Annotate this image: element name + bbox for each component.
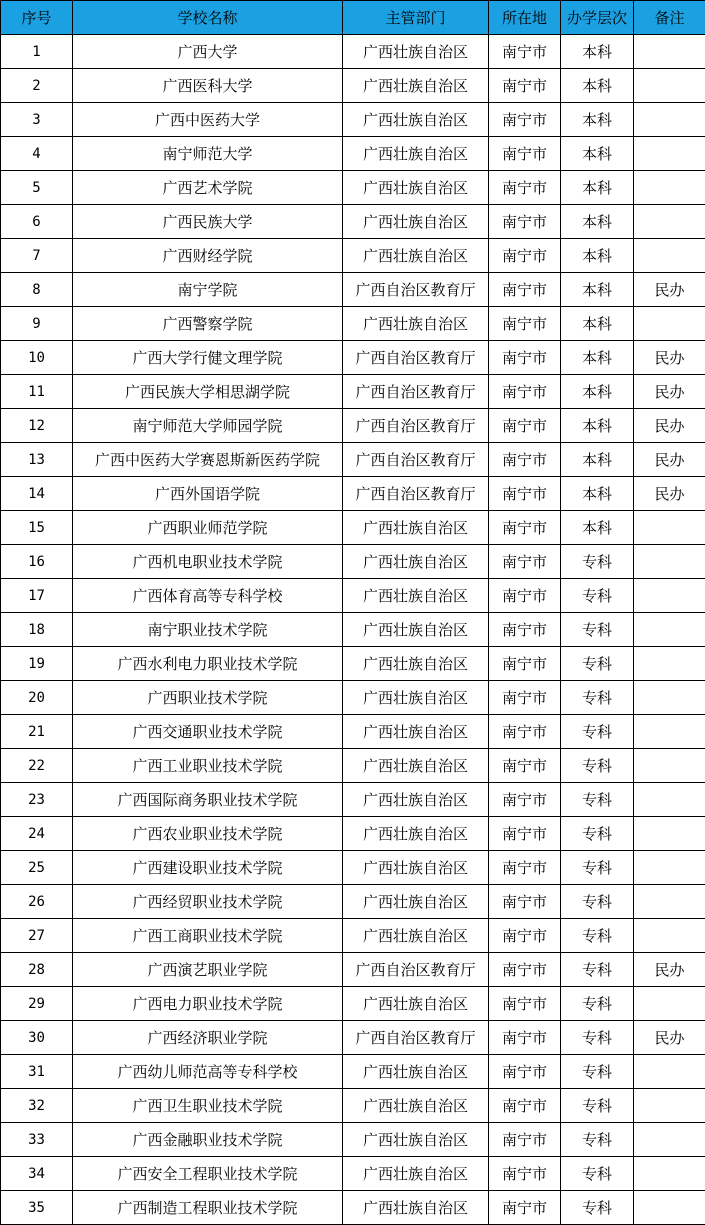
cell-level: 本科 bbox=[561, 477, 634, 511]
cell-level: 专科 bbox=[561, 681, 634, 715]
table-row bbox=[1, 647, 705, 681]
cell-department: 广西自治区教育厅 bbox=[343, 477, 489, 511]
cell-index: 5 bbox=[1, 171, 73, 205]
table-row bbox=[1, 783, 705, 817]
cell-location: 南宁市 bbox=[489, 783, 561, 817]
cell-school-name: 广西国际商务职业技术学院 bbox=[73, 783, 343, 817]
cell-department: 广西壮族自治区 bbox=[343, 511, 489, 545]
cell-school-name: 广西建设职业技术学院 bbox=[73, 851, 343, 885]
cell-location: 南宁市 bbox=[489, 545, 561, 579]
cell-school-name: 广西农业职业技术学院 bbox=[73, 817, 343, 851]
cell-level: 本科 bbox=[561, 69, 634, 103]
cell-index: 11 bbox=[1, 375, 73, 409]
cell-index: 20 bbox=[1, 681, 73, 715]
table-row bbox=[1, 171, 705, 205]
cell-level: 本科 bbox=[561, 511, 634, 545]
cell-notes bbox=[634, 613, 705, 647]
header-notes: 备注 bbox=[634, 1, 705, 35]
cell-location: 南宁市 bbox=[489, 477, 561, 511]
table-body bbox=[1, 35, 705, 1225]
table-row bbox=[1, 749, 705, 783]
cell-notes bbox=[634, 205, 705, 239]
cell-index: 25 bbox=[1, 851, 73, 885]
header-school-name: 学校名称 bbox=[73, 1, 343, 35]
cell-index: 6 bbox=[1, 205, 73, 239]
cell-notes bbox=[634, 69, 705, 103]
cell-location: 南宁市 bbox=[489, 953, 561, 987]
cell-level: 专科 bbox=[561, 579, 634, 613]
cell-department: 广西壮族自治区 bbox=[343, 307, 489, 341]
cell-school-name: 广西制造工程职业技术学院 bbox=[73, 1191, 343, 1225]
cell-notes bbox=[634, 307, 705, 341]
table-row bbox=[1, 545, 705, 579]
cell-department: 广西壮族自治区 bbox=[343, 851, 489, 885]
cell-department: 广西壮族自治区 bbox=[343, 1123, 489, 1157]
cell-department: 广西壮族自治区 bbox=[343, 1157, 489, 1191]
cell-school-name: 广西经济职业学院 bbox=[73, 1021, 343, 1055]
cell-school-name: 广西体育高等专科学校 bbox=[73, 579, 343, 613]
cell-notes bbox=[634, 35, 705, 69]
cell-school-name: 南宁师范大学师园学院 bbox=[73, 409, 343, 443]
cell-location: 南宁市 bbox=[489, 103, 561, 137]
cell-school-name: 广西电力职业技术学院 bbox=[73, 987, 343, 1021]
cell-index: 8 bbox=[1, 273, 73, 307]
cell-level: 本科 bbox=[561, 443, 634, 477]
cell-department: 广西壮族自治区 bbox=[343, 579, 489, 613]
cell-notes bbox=[634, 919, 705, 953]
cell-location: 南宁市 bbox=[489, 273, 561, 307]
cell-department: 广西自治区教育厅 bbox=[343, 1021, 489, 1055]
cell-school-name: 广西警察学院 bbox=[73, 307, 343, 341]
cell-department: 广西壮族自治区 bbox=[343, 681, 489, 715]
cell-department: 广西壮族自治区 bbox=[343, 239, 489, 273]
cell-location: 南宁市 bbox=[489, 817, 561, 851]
table-row bbox=[1, 919, 705, 953]
cell-level: 本科 bbox=[561, 239, 634, 273]
cell-notes bbox=[634, 647, 705, 681]
table-row bbox=[1, 273, 705, 307]
table-row bbox=[1, 443, 705, 477]
cell-notes bbox=[634, 1157, 705, 1191]
cell-notes bbox=[634, 715, 705, 749]
cell-school-name: 广西职业师范学院 bbox=[73, 511, 343, 545]
cell-notes bbox=[634, 681, 705, 715]
cell-index: 35 bbox=[1, 1191, 73, 1225]
cell-school-name: 广西中医药大学赛恩斯新医药学院 bbox=[73, 443, 343, 477]
table-row bbox=[1, 477, 705, 511]
cell-department: 广西自治区教育厅 bbox=[343, 953, 489, 987]
cell-level: 专科 bbox=[561, 953, 634, 987]
cell-level: 专科 bbox=[561, 647, 634, 681]
table-row bbox=[1, 1191, 705, 1225]
cell-index: 14 bbox=[1, 477, 73, 511]
cell-level: 专科 bbox=[561, 919, 634, 953]
cell-level: 本科 bbox=[561, 307, 634, 341]
cell-department: 广西壮族自治区 bbox=[343, 783, 489, 817]
cell-location: 南宁市 bbox=[489, 307, 561, 341]
cell-school-name: 广西医科大学 bbox=[73, 69, 343, 103]
table-row bbox=[1, 1021, 705, 1055]
table-row bbox=[1, 1123, 705, 1157]
cell-department: 广西壮族自治区 bbox=[343, 647, 489, 681]
cell-level: 专科 bbox=[561, 715, 634, 749]
cell-school-name: 广西中医药大学 bbox=[73, 103, 343, 137]
cell-location: 南宁市 bbox=[489, 647, 561, 681]
cell-index: 4 bbox=[1, 137, 73, 171]
cell-notes bbox=[634, 545, 705, 579]
header-row bbox=[1, 1, 705, 35]
cell-location: 南宁市 bbox=[489, 1021, 561, 1055]
cell-index: 3 bbox=[1, 103, 73, 137]
header-level: 办学层次 bbox=[561, 1, 634, 35]
cell-notes bbox=[634, 817, 705, 851]
table-row bbox=[1, 409, 705, 443]
table-row bbox=[1, 375, 705, 409]
cell-location: 南宁市 bbox=[489, 205, 561, 239]
cell-index: 29 bbox=[1, 987, 73, 1021]
cell-location: 南宁市 bbox=[489, 171, 561, 205]
cell-school-name: 广西外国语学院 bbox=[73, 477, 343, 511]
cell-level: 专科 bbox=[561, 545, 634, 579]
cell-school-name: 广西民族大学相思湖学院 bbox=[73, 375, 343, 409]
cell-department: 广西壮族自治区 bbox=[343, 749, 489, 783]
cell-location: 南宁市 bbox=[489, 1157, 561, 1191]
table-row bbox=[1, 817, 705, 851]
cell-department: 广西自治区教育厅 bbox=[343, 375, 489, 409]
cell-location: 南宁市 bbox=[489, 885, 561, 919]
cell-department: 广西自治区教育厅 bbox=[343, 341, 489, 375]
cell-department: 广西壮族自治区 bbox=[343, 919, 489, 953]
cell-department: 广西壮族自治区 bbox=[343, 35, 489, 69]
cell-index: 16 bbox=[1, 545, 73, 579]
cell-level: 专科 bbox=[561, 1055, 634, 1089]
cell-index: 30 bbox=[1, 1021, 73, 1055]
cell-index: 22 bbox=[1, 749, 73, 783]
cell-notes: 民办 bbox=[634, 443, 705, 477]
table-row bbox=[1, 511, 705, 545]
table-row bbox=[1, 987, 705, 1021]
cell-school-name: 广西演艺职业学院 bbox=[73, 953, 343, 987]
cell-location: 南宁市 bbox=[489, 341, 561, 375]
table-row bbox=[1, 103, 705, 137]
cell-department: 广西壮族自治区 bbox=[343, 205, 489, 239]
cell-index: 31 bbox=[1, 1055, 73, 1089]
cell-index: 12 bbox=[1, 409, 73, 443]
header-department: 主管部门 bbox=[343, 1, 489, 35]
table-row bbox=[1, 885, 705, 919]
cell-level: 专科 bbox=[561, 987, 634, 1021]
cell-department: 广西自治区教育厅 bbox=[343, 273, 489, 307]
cell-level: 本科 bbox=[561, 103, 634, 137]
table-row bbox=[1, 715, 705, 749]
cell-level: 专科 bbox=[561, 885, 634, 919]
cell-level: 专科 bbox=[561, 851, 634, 885]
cell-index: 19 bbox=[1, 647, 73, 681]
cell-index: 1 bbox=[1, 35, 73, 69]
cell-school-name: 广西机电职业技术学院 bbox=[73, 545, 343, 579]
cell-location: 南宁市 bbox=[489, 137, 561, 171]
cell-school-name: 广西水利电力职业技术学院 bbox=[73, 647, 343, 681]
cell-school-name: 广西职业技术学院 bbox=[73, 681, 343, 715]
table-row bbox=[1, 341, 705, 375]
table-row bbox=[1, 69, 705, 103]
cell-notes bbox=[634, 103, 705, 137]
table-row bbox=[1, 1055, 705, 1089]
cell-index: 34 bbox=[1, 1157, 73, 1191]
cell-location: 南宁市 bbox=[489, 681, 561, 715]
cell-level: 本科 bbox=[561, 35, 634, 69]
cell-school-name: 广西艺术学院 bbox=[73, 171, 343, 205]
cell-level: 专科 bbox=[561, 613, 634, 647]
cell-level: 本科 bbox=[561, 137, 634, 171]
cell-location: 南宁市 bbox=[489, 443, 561, 477]
table-row bbox=[1, 1157, 705, 1191]
cell-location: 南宁市 bbox=[489, 919, 561, 953]
cell-notes bbox=[634, 239, 705, 273]
cell-notes bbox=[634, 1055, 705, 1089]
table-row bbox=[1, 1089, 705, 1123]
table-row bbox=[1, 613, 705, 647]
cell-index: 28 bbox=[1, 953, 73, 987]
cell-school-name: 广西工商职业技术学院 bbox=[73, 919, 343, 953]
cell-level: 本科 bbox=[561, 171, 634, 205]
table-row bbox=[1, 579, 705, 613]
cell-level: 本科 bbox=[561, 205, 634, 239]
cell-index: 18 bbox=[1, 613, 73, 647]
cell-index: 7 bbox=[1, 239, 73, 273]
cell-location: 南宁市 bbox=[489, 715, 561, 749]
table-row bbox=[1, 307, 705, 341]
cell-level: 专科 bbox=[561, 1021, 634, 1055]
cell-department: 广西壮族自治区 bbox=[343, 137, 489, 171]
cell-department: 广西壮族自治区 bbox=[343, 885, 489, 919]
table-row bbox=[1, 137, 705, 171]
table-row bbox=[1, 205, 705, 239]
cell-department: 广西壮族自治区 bbox=[343, 69, 489, 103]
cell-notes: 民办 bbox=[634, 409, 705, 443]
cell-department: 广西壮族自治区 bbox=[343, 103, 489, 137]
cell-location: 南宁市 bbox=[489, 749, 561, 783]
table-row bbox=[1, 239, 705, 273]
cell-school-name: 广西大学 bbox=[73, 35, 343, 69]
cell-location: 南宁市 bbox=[489, 69, 561, 103]
cell-notes bbox=[634, 579, 705, 613]
cell-location: 南宁市 bbox=[489, 1089, 561, 1123]
cell-school-name: 广西金融职业技术学院 bbox=[73, 1123, 343, 1157]
cell-index: 24 bbox=[1, 817, 73, 851]
cell-level: 专科 bbox=[561, 783, 634, 817]
cell-location: 南宁市 bbox=[489, 35, 561, 69]
cell-notes: 民办 bbox=[634, 953, 705, 987]
cell-notes bbox=[634, 1191, 705, 1225]
cell-location: 南宁市 bbox=[489, 613, 561, 647]
cell-notes bbox=[634, 749, 705, 783]
cell-index: 9 bbox=[1, 307, 73, 341]
cell-school-name: 广西安全工程职业技术学院 bbox=[73, 1157, 343, 1191]
cell-department: 广西壮族自治区 bbox=[343, 1089, 489, 1123]
cell-index: 26 bbox=[1, 885, 73, 919]
cell-location: 南宁市 bbox=[489, 1123, 561, 1157]
cell-location: 南宁市 bbox=[489, 375, 561, 409]
cell-location: 南宁市 bbox=[489, 511, 561, 545]
cell-level: 本科 bbox=[561, 341, 634, 375]
cell-school-name: 广西卫生职业技术学院 bbox=[73, 1089, 343, 1123]
cell-level: 本科 bbox=[561, 375, 634, 409]
cell-school-name: 南宁学院 bbox=[73, 273, 343, 307]
cell-school-name: 广西幼儿师范高等专科学校 bbox=[73, 1055, 343, 1089]
cell-department: 广西壮族自治区 bbox=[343, 987, 489, 1021]
header-location: 所在地 bbox=[489, 1, 561, 35]
table-row bbox=[1, 681, 705, 715]
cell-school-name: 广西大学行健文理学院 bbox=[73, 341, 343, 375]
cell-department: 广西壮族自治区 bbox=[343, 1191, 489, 1225]
cell-notes: 民办 bbox=[634, 375, 705, 409]
cell-department: 广西壮族自治区 bbox=[343, 817, 489, 851]
cell-location: 南宁市 bbox=[489, 1191, 561, 1225]
header-index: 序号 bbox=[1, 1, 73, 35]
cell-location: 南宁市 bbox=[489, 851, 561, 885]
cell-school-name: 广西工业职业技术学院 bbox=[73, 749, 343, 783]
cell-index: 15 bbox=[1, 511, 73, 545]
cell-notes: 民办 bbox=[634, 477, 705, 511]
cell-index: 33 bbox=[1, 1123, 73, 1157]
table-row bbox=[1, 35, 705, 69]
table-row bbox=[1, 953, 705, 987]
cell-school-name: 南宁师范大学 bbox=[73, 137, 343, 171]
cell-notes bbox=[634, 851, 705, 885]
cell-notes bbox=[634, 511, 705, 545]
cell-department: 广西自治区教育厅 bbox=[343, 409, 489, 443]
cell-school-name: 广西财经学院 bbox=[73, 239, 343, 273]
cell-level: 专科 bbox=[561, 1191, 634, 1225]
cell-department: 广西自治区教育厅 bbox=[343, 443, 489, 477]
cell-location: 南宁市 bbox=[489, 987, 561, 1021]
cell-index: 32 bbox=[1, 1089, 73, 1123]
cell-school-name: 南宁职业技术学院 bbox=[73, 613, 343, 647]
cell-index: 17 bbox=[1, 579, 73, 613]
cell-level: 专科 bbox=[561, 817, 634, 851]
cell-department: 广西壮族自治区 bbox=[343, 715, 489, 749]
cell-level: 本科 bbox=[561, 409, 634, 443]
cell-notes: 民办 bbox=[634, 273, 705, 307]
cell-location: 南宁市 bbox=[489, 409, 561, 443]
cell-notes: 民办 bbox=[634, 1021, 705, 1055]
cell-index: 23 bbox=[1, 783, 73, 817]
cell-index: 2 bbox=[1, 69, 73, 103]
cell-location: 南宁市 bbox=[489, 239, 561, 273]
cell-level: 专科 bbox=[561, 749, 634, 783]
cell-notes bbox=[634, 1089, 705, 1123]
cell-level: 本科 bbox=[561, 273, 634, 307]
cell-level: 专科 bbox=[561, 1157, 634, 1191]
cell-school-name: 广西民族大学 bbox=[73, 205, 343, 239]
cell-index: 13 bbox=[1, 443, 73, 477]
cell-school-name: 广西交通职业技术学院 bbox=[73, 715, 343, 749]
cell-department: 广西壮族自治区 bbox=[343, 1055, 489, 1089]
cell-department: 广西壮族自治区 bbox=[343, 545, 489, 579]
cell-notes bbox=[634, 1123, 705, 1157]
table-row bbox=[1, 851, 705, 885]
cell-index: 21 bbox=[1, 715, 73, 749]
cell-location: 南宁市 bbox=[489, 1055, 561, 1089]
cell-notes bbox=[634, 987, 705, 1021]
cell-school-name: 广西经贸职业技术学院 bbox=[73, 885, 343, 919]
cell-level: 专科 bbox=[561, 1123, 634, 1157]
cell-index: 27 bbox=[1, 919, 73, 953]
cell-notes bbox=[634, 171, 705, 205]
cell-notes bbox=[634, 137, 705, 171]
cell-level: 专科 bbox=[561, 1089, 634, 1123]
cell-notes: 民办 bbox=[634, 341, 705, 375]
cell-department: 广西壮族自治区 bbox=[343, 171, 489, 205]
cell-notes bbox=[634, 885, 705, 919]
cell-index: 10 bbox=[1, 341, 73, 375]
cell-department: 广西壮族自治区 bbox=[343, 613, 489, 647]
cell-location: 南宁市 bbox=[489, 579, 561, 613]
cell-notes bbox=[634, 783, 705, 817]
